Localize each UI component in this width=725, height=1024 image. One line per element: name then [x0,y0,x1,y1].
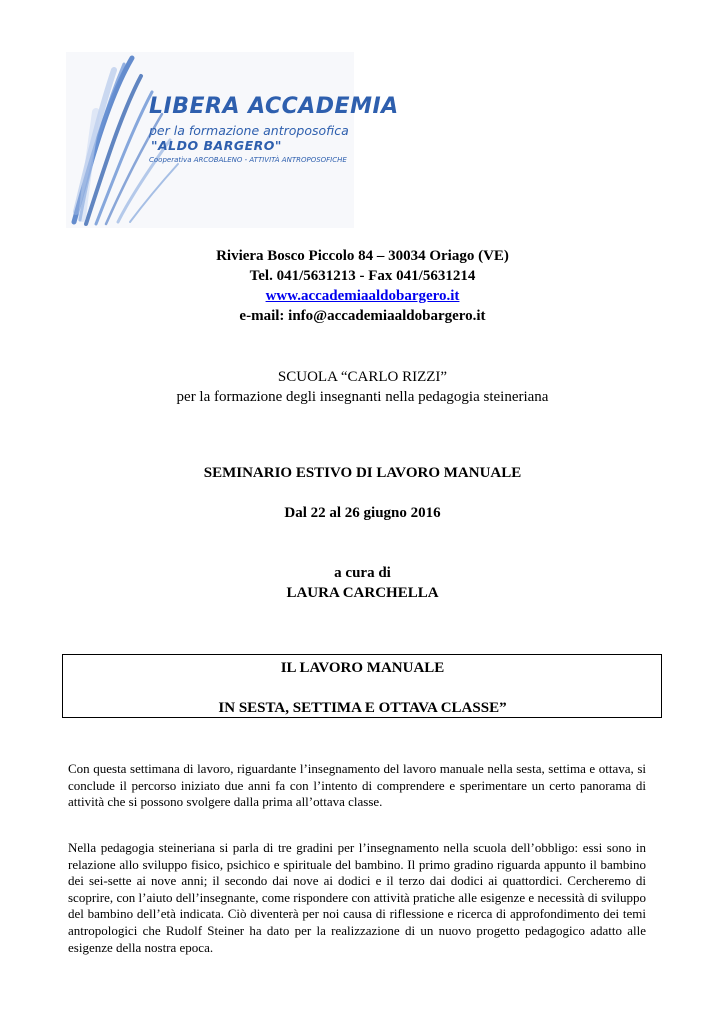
logo-cooperative: Cooperativa ARCOBALENO - ATTIVITÀ ANTROPOSOFICHE [149,156,347,164]
address: Riviera Bosco Piccolo 84 – 30034 Oriago (VE) [216,248,509,264]
logo-name: "ALDO BARGERO" [151,138,282,153]
website-link[interactable]: www.accademiaaldobargero.it [265,288,460,304]
course-title-line-2: IN SESTA, SETTIMA E OTTAVA CLASSE” [218,700,507,716]
curated-by: a cura di [334,565,391,581]
pedagogy-paragraph: Nella pedagogia steineriana si parla di tre gradini per l’insegnamento nella scuola dell’obbligo: essi sono in relazione allo sviluppo fisico, psichico e spirituale del bambino. Il primo gradino riguarda appunto il bambino dei sei-sette ai nove anni; il secondo dai nove ai dodici e il terzo dai dodici ai quattordici. Cercheremo di scoprire, con l’aiuto dell’insegnante, come rispondere con attività pratiche alle esigenze e necessità di sviluppo del bambino dell’età indicata. Ciò diventerà per noi causa di riflessione e ricerca di approfondimento dei temi antropologici che Rudolf Steiner ha dato per la realizzazione di un nuovo progetto pedagogico adatto alle esigenze della nostra epoca. [68,840,646,955]
teacher-name: LAURA CARCHELLA [286,585,439,601]
school-name: SCUOLA “CARLO RIZZI” [277,369,448,385]
school-description: per la formazione degli insegnanti nella pedagogia steineriana [176,389,549,405]
course-title-line-1: IL LAVORO MANUALE [280,660,445,676]
seminar-dates: Dal 22 al 26 giugno 2016 [284,505,441,521]
website-link-row [0,286,725,306]
logo-title: LIBERA ACCADEMIA [149,94,399,119]
logo-subtitle: per la formazione antroposofica [149,123,349,138]
phone-fax: Tel. 041/5631213 - Fax 041/5631214 [249,268,476,284]
seminar-title: SEMINARIO ESTIVO DI LAVORO MANUALE [203,465,522,481]
intro-paragraph: Con questa settimana di lavoro, riguardante l’insegnamento del lavoro manuale nella sesta, settima e ottava, si conclude il percorso iniziato due anni fa con l’intento di comprendere e sperimentare un certo panorama di attività che si possono svolgere dalla prima all’ottava classe. [68,761,646,810]
academy-logo [66,52,399,228]
email: e-mail: info@accademiaaldobargero.it [239,308,486,324]
